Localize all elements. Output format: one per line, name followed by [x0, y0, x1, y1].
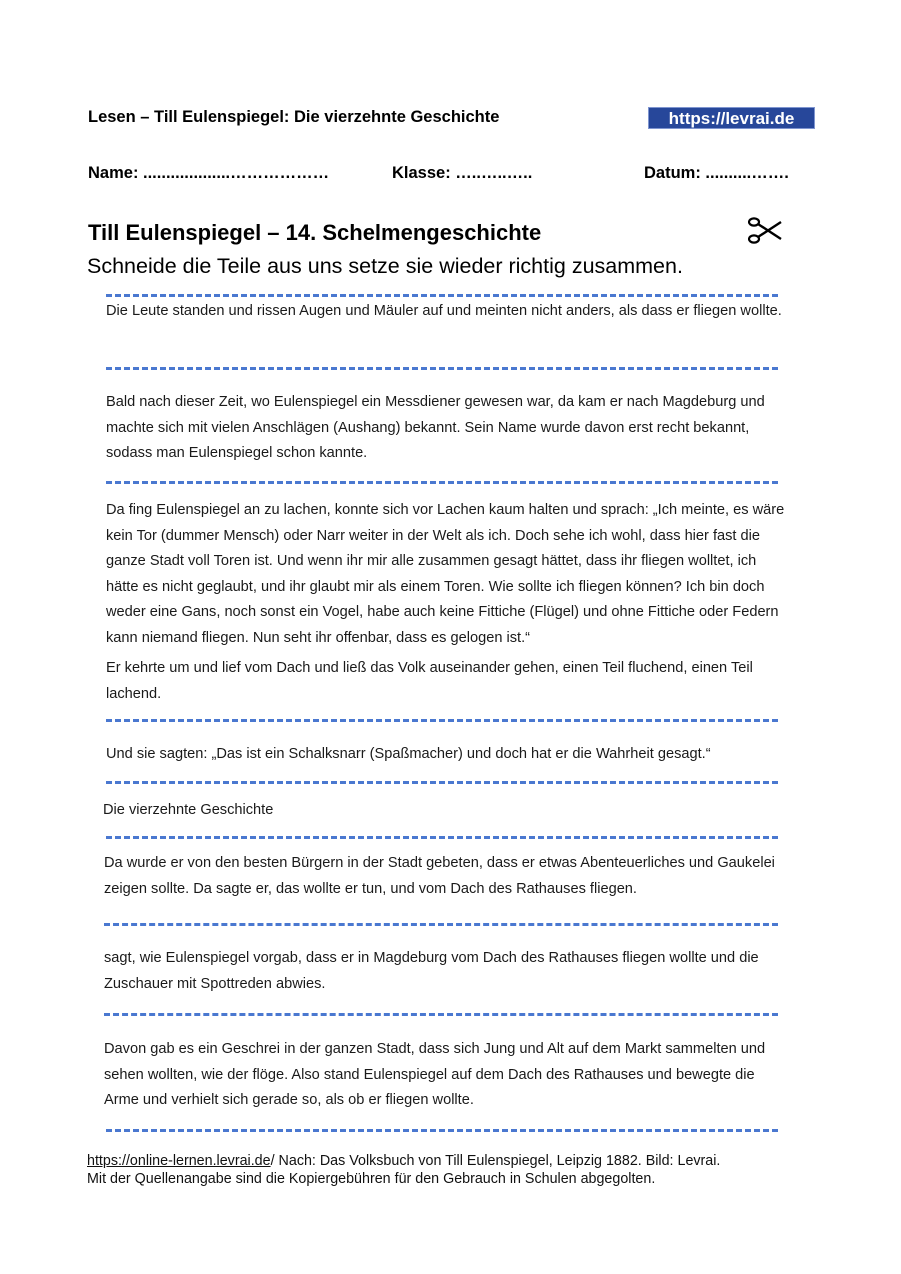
story-piece: Die Leute standen und rissen Augen und Mäuler auf und meinten nicht anders, als dass er fliegen wollte.	[106, 303, 782, 319]
copyright-note: Mit der Quellenangabe sind die Kopiergebühren für den Gebrauch in Schulen abgegolten.	[87, 1171, 656, 1187]
story-piece: Davon gab es ein Geschrei in der ganzen Stadt, dass sich Jung und Alt auf dem Markt sammelten und sehen wollten, wie der flöge. Also stand Eulenspiegel auf dem Dach des Rathauses und bewegte die Arme und verhielt sich gerade so, als ob er fliegen wollte.	[104, 1041, 766, 1108]
source-link[interactable]: https://online-lernen.levrai.de	[87, 1153, 271, 1169]
cut-line	[104, 1013, 778, 1016]
story-piece: Bald nach dieser Zeit, wo Eulenspiegel ein Messdiener gewesen war, da kam er nach Magdeburg und machte sich mit vielen Anschlägen (Aushang) bekannt. Sein Name wurde davon erst recht bekannt, sodass man Eulenspiegel schon kannte.	[106, 394, 765, 461]
source-footer	[87, 1152, 720, 1188]
cut-line	[106, 294, 778, 297]
story-piece: sagt, wie Eulenspiegel vorgab, dass er in Magdeburg vom Dach des Rathauses fliegen wollte und die Zuschauer mit Spottreden abwies.	[104, 950, 759, 992]
cut-line	[106, 719, 778, 722]
story-piece: Da wurde er von den besten Bürgern in der Stadt gebeten, dass er etwas Abenteuerliches und Gaukelei zeigen sollte. Da sagte er, das wollte er tun, und vom Dach des Rathauses fliegen.	[104, 855, 775, 897]
class-field: Klasse: …..…..…..	[392, 164, 533, 182]
cut-line	[106, 836, 778, 839]
cut-line	[106, 367, 778, 370]
site-link-badge[interactable]: https://levrai.de	[648, 107, 815, 129]
instruction: Schneide die Teile aus uns setze sie wieder richtig zusammen.	[87, 254, 683, 278]
date-field: Datum: ..........…….	[644, 164, 789, 182]
source-text: / Nach: Das Volksbuch von Till Eulenspiegel, Leipzig 1882. Bild: Levrai.	[270, 1153, 721, 1169]
scissors-icon	[748, 214, 782, 248]
story-piece: Da fing Eulenspiegel an zu lachen, konnte sich vor Lachen kaum halten und sprach: „Ich meinte, es wäre kein Tor (dummer Mensch) oder Narr weiter in der Welt als ich. Doch sehe ich wohl, dass hier fast die ganze Stadt voll Toren ist. Und wenn ihr mir alle zusammen gesagt hättet, dass ihr fliegen wolltet, ich hätte es nicht geglaubt, und ihr glaubt mir als einem Toren. Wie sollte ich fliegen können? Ich bin doch weder eine Gans, noch sonst ein Vogel, habe auch keine Fittiche (Flügel) und ohne Fittiche oder Federn kann niemand fliegen. Nun seht ihr offenbar, dass es gelogen ist.“	[106, 502, 785, 646]
cut-line	[106, 781, 778, 784]
cut-line	[104, 923, 778, 926]
story-piece: Die vierzehnte Geschichte	[103, 802, 274, 818]
worksheet-header: Lesen – Till Eulenspiegel: Die vierzehnte Geschichte	[88, 108, 500, 126]
story-piece: Und sie sagten: „Das ist ein Schalksnarr (Spaßmacher) und doch hat er die Wahrheit gesagt.“	[106, 746, 711, 762]
page-title: Till Eulenspiegel – 14. Schelmengeschichte	[88, 220, 542, 245]
name-field: Name: ...................………………	[88, 164, 330, 182]
story-piece: Er kehrte um und lief vom Dach und ließ das Volk auseinander gehen, einen Teil fluchend, einen Teil lachend.	[106, 660, 753, 702]
cut-line	[106, 1129, 778, 1132]
cut-line	[106, 481, 778, 484]
